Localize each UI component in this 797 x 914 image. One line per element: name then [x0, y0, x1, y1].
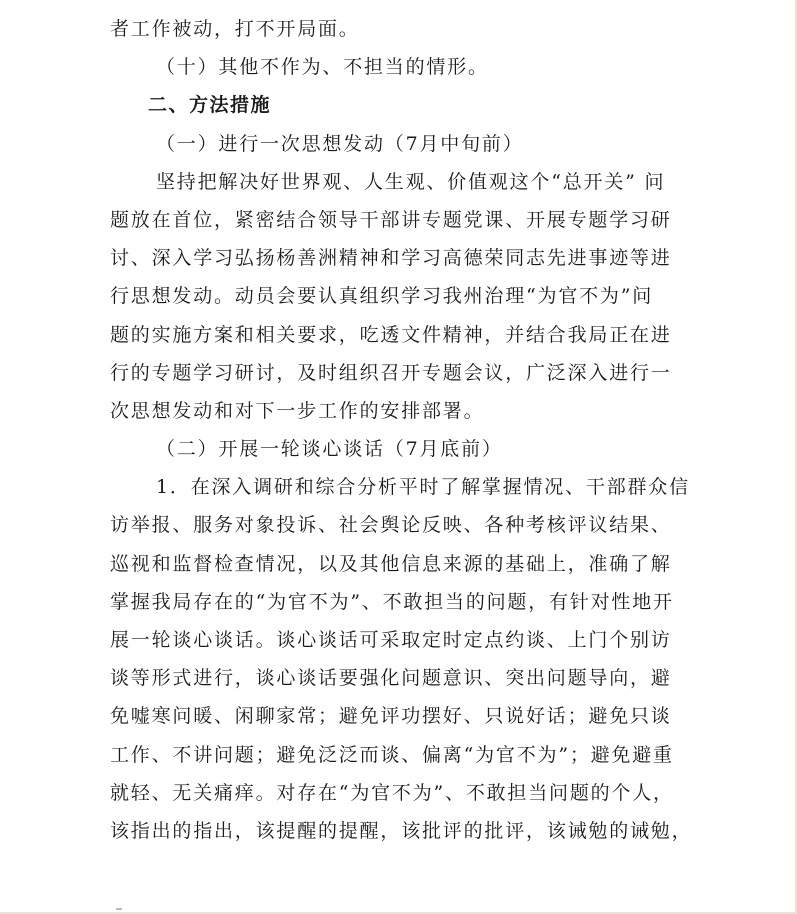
paragraph-line: 该指出的指出，该提醒的提醒，该批评的批评，该诫勉的诫勉， — [110, 819, 693, 842]
paragraph-line: 行思想发动。动员会要认真组织学习我州治理“为官不为”问 — [110, 285, 654, 308]
paragraph-line: 巡视和监督检查情况，以及其他信息来源的基础上，准确了解 — [110, 552, 672, 575]
paragraph-line: 坚持把解决好世界观、人生观、价值观这个“总开关” 问 — [156, 170, 666, 193]
paragraph-line: 1．在深入调研和综合分析平时了解掌握情况、干部群众信 — [156, 476, 690, 499]
paragraph-line: 就轻、无关痛痒。对存在“为官不为”、不敢担当问题的个人， — [110, 781, 674, 804]
paragraph-line: 者工作被动，打不开局面。 — [110, 18, 360, 40]
page-edge-mark — [116, 908, 122, 910]
paragraph-line: 访举报、服务对象投诉、社会舆论反映、各种考核评议结果、 — [110, 514, 672, 537]
paragraph-line: 题的实施方案和相关要求，吃透文件精神，并结合我局正在进 — [110, 323, 672, 346]
paragraph-line: 谈等形式进行，谈心谈话要强化问题意识、突出问题导向，避 — [110, 667, 672, 690]
subsection-heading: （二）开展一轮谈心谈话（7月底前） — [156, 438, 503, 461]
document-body — [110, 10, 693, 850]
paragraph-line: 免嘘寒问暖、闲聊家常；避免评功摆好、只说好话；避免只谈 — [110, 705, 672, 728]
list-item-ten: （十）其他不作为、不担当的情形。 — [156, 56, 489, 79]
section-heading: 二、方法措施 — [148, 94, 272, 117]
paragraph-line: 次思想发动和对下一步工作的安排部署。 — [110, 399, 485, 422]
paragraph-line: 展一轮谈心谈话。谈心谈话可采取定时定点约谈、上门个别访 — [110, 629, 672, 651]
subsection-heading: （一）进行一次思想发动（7月中旬前） — [156, 132, 524, 155]
paragraph-line: 掌握我局存在的“为官不为”、不敢担当的问题，有针对性地开 — [110, 590, 674, 613]
paragraph-line: 工作、不讲问题；避免泛泛而谈、偏离“为官不为”；避免避重 — [110, 743, 674, 766]
paragraph-line: 行的专题学习研讨，及时组织召开专题会议，广泛深入进行一 — [110, 361, 672, 384]
paragraph-line: 讨、深入学习弘扬杨善洲精神和学习高德荣同志先进事迹等进 — [110, 247, 672, 270]
paragraph-line: 题放在首位，紧密结合领导干部讲专题党课、开展专题学习研 — [110, 208, 672, 231]
